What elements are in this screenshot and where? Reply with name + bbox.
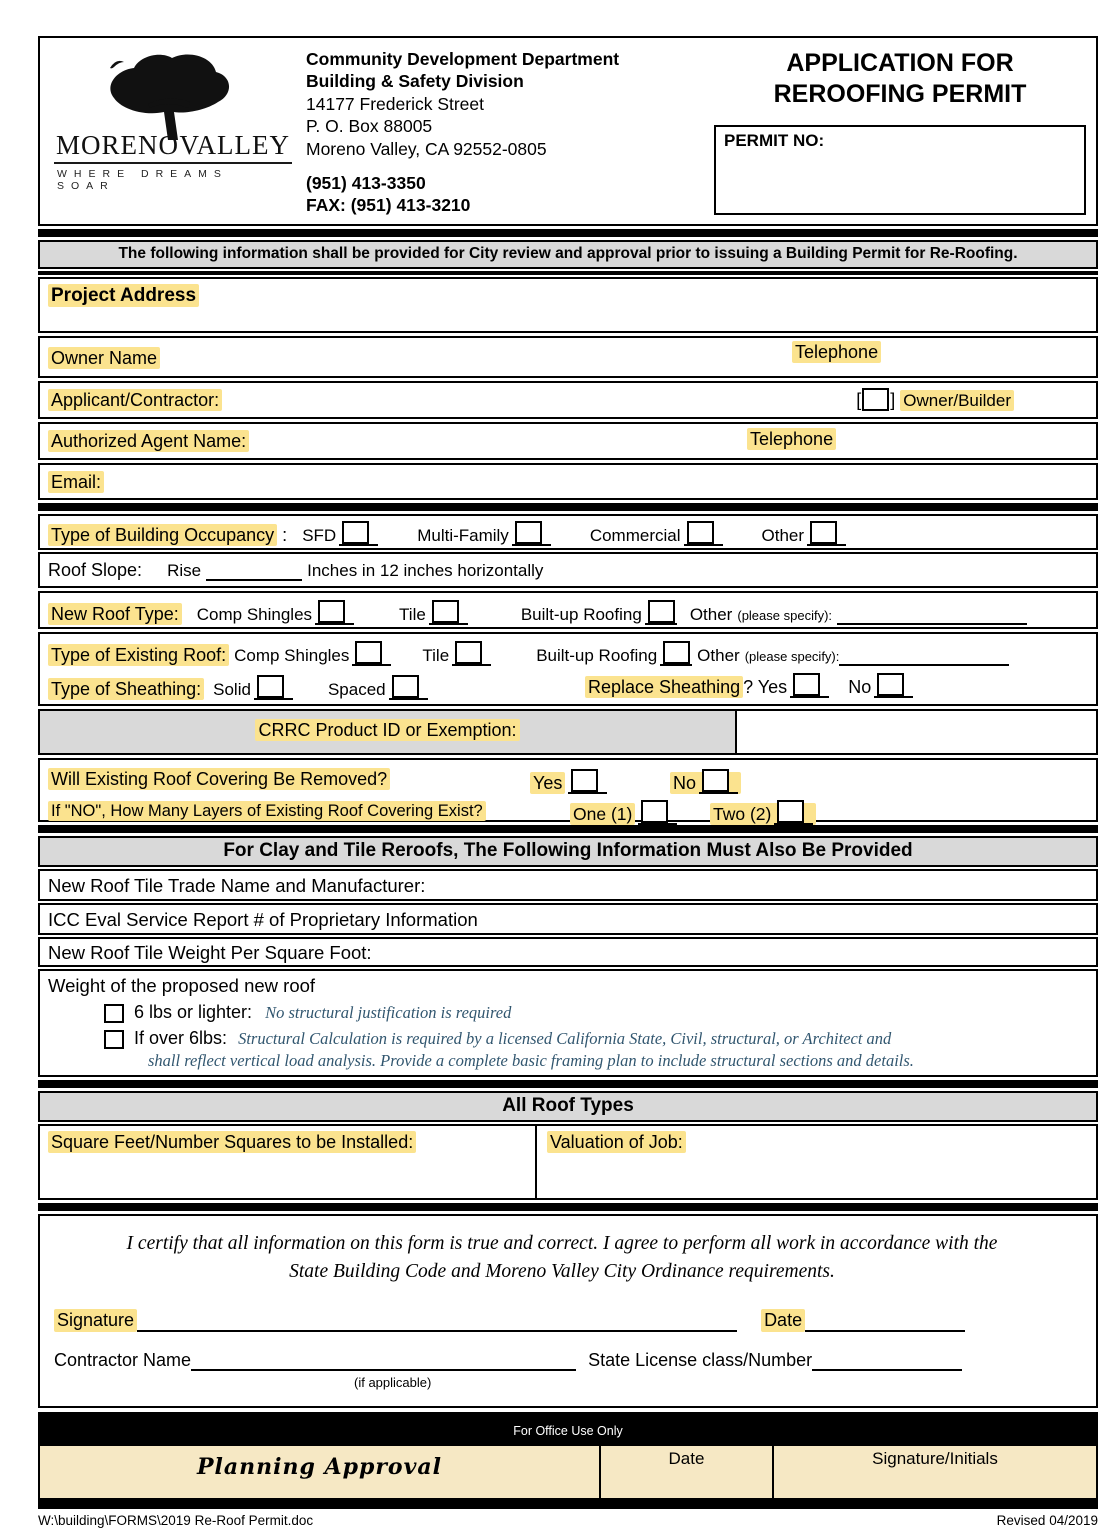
logo-tagline: WHERE DREAMS SOAR [57,168,228,192]
divider-bar [38,825,1098,833]
owner-builder-option: [ ] Owner/Builder [856,388,1014,411]
planning-approval-cell[interactable] [40,1446,601,1498]
sheathing-row: Type of Sheathing: Solid Spaced Replace Sheathing ? Yes No [48,675,1088,700]
removed-no-option: No [670,769,741,794]
planning-approval-label: Planning Approval [196,1453,443,1480]
approval-signature-cell[interactable] [774,1446,1096,1498]
bird-icon [110,61,124,68]
new-comp-shingles: Comp Shingles [197,605,354,624]
removed-question-row [48,769,1088,793]
email-label: Email: [48,471,104,493]
over-six-note-line2: shall reflect vertical load analysis. Provide a complete basic framing plan to include structural sections and details. [148,1051,914,1070]
removed-no-checkbox[interactable] [699,769,738,794]
footer-revision: Revised 04/2019 [996,1512,1098,1528]
all-roof-content-row [38,1124,1098,1200]
exist-tile-checkbox[interactable] [452,641,491,666]
form-header [38,36,1098,226]
dept-name: Community Development Department [306,49,620,69]
instruction-banner: The following information shall be provided for City review and approval prior to issuing a Building Permit for Re-Roofing. [38,240,1098,269]
approval-table [38,1444,1098,1500]
other-occupancy-checkbox[interactable] [807,521,846,546]
new-tile: Tile [399,605,468,624]
footer-file-path: W:\building\FORMS\2019 Re-Roof Permit.doc [38,1512,314,1528]
valuation-label: Valuation of Job: [547,1131,686,1153]
page-footer [38,1513,1098,1528]
rise-suffix: Inches in 12 inches horizontally [307,561,544,580]
one-layer-checkbox[interactable] [638,800,677,825]
new-please-specify: (please specify): [737,608,833,623]
new-builtup-checkbox[interactable] [645,600,677,625]
new-builtup: Built-up Roofing [521,605,677,624]
replace-yes-checkbox[interactable] [790,673,829,698]
roof-removal-box [38,758,1098,822]
new-roof-type-row [38,591,1098,629]
applicant-contractor-label: Applicant/Contractor: [48,389,222,411]
replace-sheathing-label: Replace Sheathing [585,676,743,698]
owner-builder-checkbox[interactable] [862,388,889,411]
exist-builtup-checkbox[interactable] [660,641,692,666]
replace-no-checkbox[interactable] [874,673,913,698]
office-use-bar: For Office Use Only [38,1412,1098,1444]
crrc-label-cell [40,711,737,753]
occupancy-label: Type of Building Occupancy [48,524,277,546]
new-tile-checkbox[interactable] [429,600,468,625]
owner-name-row[interactable] [38,336,1098,378]
removed-yes-option: Yes [530,769,607,794]
crrc-label: CRRC Product ID or Exemption: [255,719,519,741]
city-logo [54,44,292,220]
date-label: Date [761,1309,805,1332]
option-commercial: Commercial [590,526,723,545]
contractor-input-line[interactable] [191,1351,576,1371]
removed-yes-checkbox[interactable] [568,769,607,794]
license-input-line[interactable] [812,1351,962,1371]
option-other-occupancy: Other [762,526,847,545]
sqft-label: Square Feet/Number Squares to be Installed: [48,1131,416,1153]
six-lbs-checkbox[interactable] [104,1004,124,1023]
divider-bar [38,1080,1098,1088]
owner-telephone-label: Telephone [792,342,881,363]
approval-signature-label: Signature/Initials [872,1448,998,1468]
weight-option-heavy: If over 6lbs: Structural Calculation is required by a licensed California State, Civil, structural, or Architect and [104,1028,1088,1049]
project-address-label: Project Address [48,284,199,307]
one-layer-option: One (1) [570,800,677,825]
certification-text: I certify that all information on this form is true and correct. I agree to perform all work in accordance with the State Building Code and Moreno Valley City Ordinance requirements. [126,1233,998,1283]
six-lbs-note: No structural justification is required [265,1003,512,1022]
new-other-label: Other [689,605,733,624]
spaced-checkbox[interactable] [389,675,428,700]
owner-builder-label: Owner/Builder [900,390,1014,411]
logo-name-right: VALLEY [179,130,290,160]
exist-comp-shingles-checkbox[interactable] [352,641,391,666]
existing-roof-row: Type of Existing Roof: Comp Shingles Tile Built-up Roofing Other (please specify): [48,641,1088,666]
commercial-checkbox[interactable] [684,521,723,546]
crrc-row [38,709,1098,755]
applicant-contractor-row[interactable] [38,381,1098,419]
rise-input-line[interactable] [206,561,302,581]
weight-option-light: 6 lbs or lighter: No structural justification is required [104,1002,1088,1023]
option-sfd: SFD [302,526,378,545]
if-applicable-note: (if applicable) [354,1374,432,1390]
layers-question-row [48,802,1088,824]
city-state-zip: Moreno Valley, CA 92552-0805 [306,138,547,159]
two-layers-checkbox[interactable] [774,800,813,825]
authorized-agent-row[interactable] [38,422,1098,460]
tile-trade-name-row[interactable]: New Roof Tile Trade Name and Manufacturer: [38,869,1098,901]
exist-please-specify: (please specify): [744,649,840,664]
over-six-lbs-checkbox[interactable] [104,1030,124,1049]
form-title: APPLICATION FOR REROOFING PERMIT [773,49,1027,108]
logo-name-left: MORENO [56,130,180,160]
divider-bar [38,271,1098,275]
owner-name-label: Owner Name [48,347,160,369]
new-other-input-line[interactable] [837,605,1027,625]
exist-other-input-line[interactable] [839,646,1009,666]
license-label: State License class/Number [588,1349,813,1370]
signature-input-line[interactable] [137,1312,737,1332]
date-input-line[interactable] [805,1312,965,1332]
divider-bar [38,503,1098,511]
weight-label: Weight of the proposed new roof [48,975,316,996]
department-address-block [306,44,619,220]
permit-no-label: PERMIT NO: [724,131,825,150]
occupancy-row: Type of Building Occupancy : SFD Multi-Family Commercial Other [38,514,1098,550]
sfd-checkbox[interactable] [339,521,378,546]
approval-date-label: Date [668,1448,705,1468]
roof-slope-row [38,552,1098,588]
fax-number: FAX: (951) 413-3210 [306,195,471,216]
divider-bar [38,1203,1098,1211]
division-name: Building & Safety Division [306,71,524,92]
existing-roof-label: Type of Existing Roof: [48,644,229,666]
agent-telephone-label: Telephone [747,429,836,450]
all-roof-types-header: All Roof Types [38,1091,1098,1122]
authorized-agent-label: Authorized Agent Name: [48,430,249,452]
title-column [714,44,1086,220]
over-six-note-line1: Structural Calculation is required by a licensed California State, Civil, structural, or Architect and [238,1029,892,1048]
icc-report-row[interactable]: ICC Eval Service Report # of Proprietary Information [38,903,1098,935]
valuation-cell[interactable] [537,1126,1096,1198]
street-address: 14177 Frederick Street [306,93,485,114]
two-layers-option: Two (2) [710,800,816,825]
permit-number-box[interactable] [714,125,1086,215]
solid-checkbox[interactable] [254,675,293,700]
layers-question-label: If "NO", How Many Layers of Existing Roof Covering Exist? [48,801,486,821]
divider-bar [38,229,1098,237]
crrc-input-area[interactable] [737,711,1096,753]
po-box: P. O. Box 88005 [306,116,433,137]
multi-family-checkbox[interactable] [512,521,551,546]
removed-question-label: Will Existing Roof Covering Be Removed? [48,768,390,790]
new-roof-type-label: New Roof Type: [48,603,182,625]
sheathing-label: Type of Sheathing: [48,678,204,700]
contractor-name-label: Contractor Name [54,1349,192,1370]
exist-other-label: Other [697,646,740,665]
contractor-row [54,1350,1070,1371]
project-address-row[interactable] [38,277,1098,333]
approval-date-cell[interactable] [601,1446,774,1498]
tree-icon [88,50,248,147]
replace-sheathing-group: Replace Sheathing ? Yes No [585,673,913,698]
reroof-permit-form [38,36,1098,1528]
email-row[interactable] [38,463,1098,500]
roof-slope-label: Roof Slope: [48,560,143,580]
certification-section [38,1214,1098,1408]
clay-tile-section-header: For Clay and Tile Reroofs, The Following Information Must Also Be Provided [38,836,1098,867]
option-multi-family: Multi-Family [417,526,551,545]
phone-number: (951) 413-3350 [306,172,426,193]
signature-row [54,1309,1070,1332]
tile-weight-row[interactable]: New Roof Tile Weight Per Square Foot: [38,937,1098,967]
sqft-cell[interactable] [40,1126,537,1198]
existing-roof-sheathing-box [38,632,1098,706]
new-comp-shingles-checkbox[interactable] [315,600,354,625]
proposed-weight-box [38,969,1098,1077]
bottom-bar [38,1500,1098,1509]
rise-label: Rise [167,561,202,580]
signature-label: Signature [54,1309,137,1332]
